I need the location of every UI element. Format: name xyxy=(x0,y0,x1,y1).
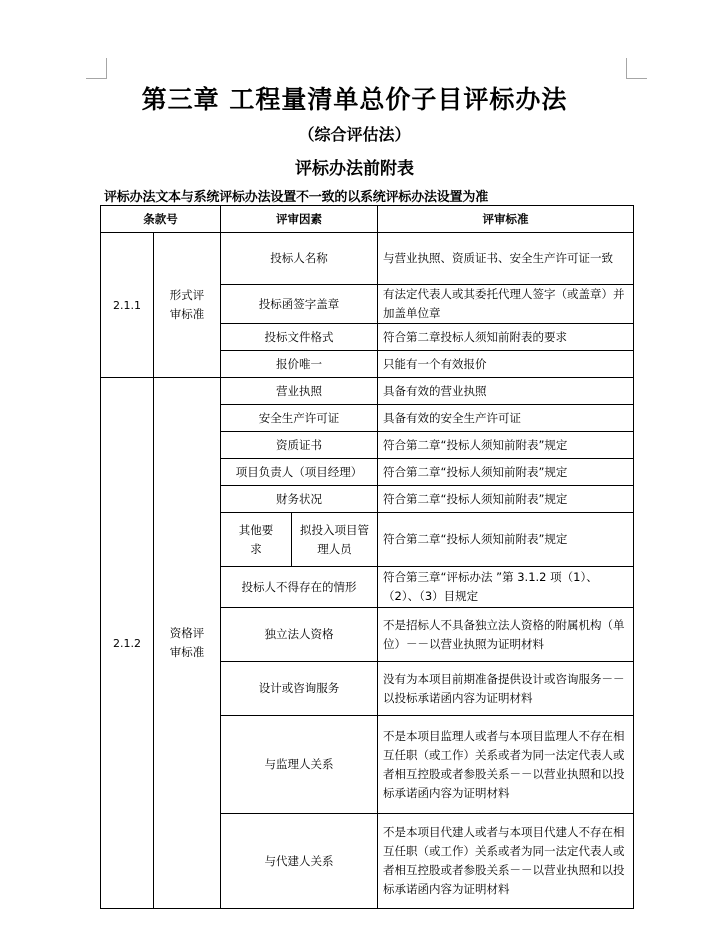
factor-cell: 独立法人资格 xyxy=(221,608,378,662)
standard-cell: 不是本项目代建人或者与本项目代建人不存在相互任职（或工作）关系或者为同一法定代表人或者相互控股或者参股关系－－以营业执照和以投标承诺函内容为证明材料 xyxy=(378,814,634,909)
crop-mark-top-left xyxy=(86,58,107,79)
table-row xyxy=(101,233,634,285)
factor-cell: 设计或咨询服务 xyxy=(221,662,378,716)
factor-cell: 营业执照 xyxy=(221,378,378,405)
standard-cell: 符合第二章“投标人须知前附表”规定 xyxy=(378,459,634,486)
standard-cell: 没有为本项目前期准备提供设计或咨询服务－－以投标承诺函内容为证明材料 xyxy=(378,662,634,716)
factor-cell: 与监理人关系 xyxy=(221,716,378,814)
standard-cell: 符合第二章投标人须知前附表的要求 xyxy=(378,324,634,351)
crop-mark-top-right xyxy=(626,58,647,79)
standard-cell: 具备有效的安全生产许可证 xyxy=(378,405,634,432)
standard-cell: 符合第三章“评标办法 ”第 3.1.2 项（1）、（2）、（3）目规定 xyxy=(378,567,634,608)
factor-cell: 财务状况 xyxy=(221,486,378,513)
factor-sub-cell: 拟投入项目管理人员 xyxy=(292,513,378,567)
factor-cell: 投标文件格式 xyxy=(221,324,378,351)
table-note: 评标办法文本与系统评标办法设置不一致的以系统评标办法设置为准 xyxy=(104,190,489,205)
factor-cell: 资质证书 xyxy=(221,432,378,459)
factor-cell: 项目负责人（项目经理） xyxy=(221,459,378,486)
factor-cell: 报价唯一 xyxy=(221,351,378,378)
section-title: 评标办法前附表 xyxy=(295,159,414,179)
header-clause: 条款号 xyxy=(101,206,221,233)
method-subtitle: （综合评估法） xyxy=(298,125,411,144)
clause-code: 2.1.1 xyxy=(101,233,154,378)
header-standard: 评审标准 xyxy=(378,206,634,233)
standard-cell: 有法定代表人或其委托代理人签字（或盖章）并加盖单位章 xyxy=(378,285,634,324)
standard-cell: 符合第二章“投标人须知前附表”规定 xyxy=(378,432,634,459)
category-label: 资格评审标准 xyxy=(154,378,221,909)
factor-cell: 投标函签字盖章 xyxy=(221,285,378,324)
factor-cell: 与代建人关系 xyxy=(221,814,378,909)
table-header-row xyxy=(101,206,634,233)
table-row xyxy=(101,378,634,405)
standard-cell: 具备有效的营业执照 xyxy=(378,378,634,405)
category-label: 形式评审标准 xyxy=(154,233,221,378)
factor-cell: 投标人不得存在的情形 xyxy=(221,567,378,608)
standard-cell: 不是本项目监理人或者与本项目监理人不存在相互任职（或工作）关系或者为同一法定代表人或者相互控股或者参股关系－－以营业执照和以投标承诺函内容为证明材料 xyxy=(378,716,634,814)
factor-main-cell: 其他要求 xyxy=(221,513,292,567)
standard-cell: 符合第二章“投标人须知前附表”规定 xyxy=(378,486,634,513)
standard-cell: 与营业执照、资质证书、安全生产许可证一致 xyxy=(378,233,634,285)
header-factor: 评审因素 xyxy=(221,206,378,233)
standard-cell: 符合第二章“投标人须知前附表”规定 xyxy=(378,513,634,567)
factor-cell: 投标人名称 xyxy=(221,233,378,285)
factor-cell: 安全生产许可证 xyxy=(221,405,378,432)
clause-code: 2.1.2 xyxy=(101,378,154,909)
evaluation-table xyxy=(100,205,634,909)
standard-cell: 不是招标人不具备独立法人资格的附属机构（单位）－－以营业执照为证明材料 xyxy=(378,608,634,662)
chapter-title: 第三章 工程量清单总价子目评标办法 xyxy=(141,85,568,114)
standard-cell: 只能有一个有效报价 xyxy=(378,351,634,378)
